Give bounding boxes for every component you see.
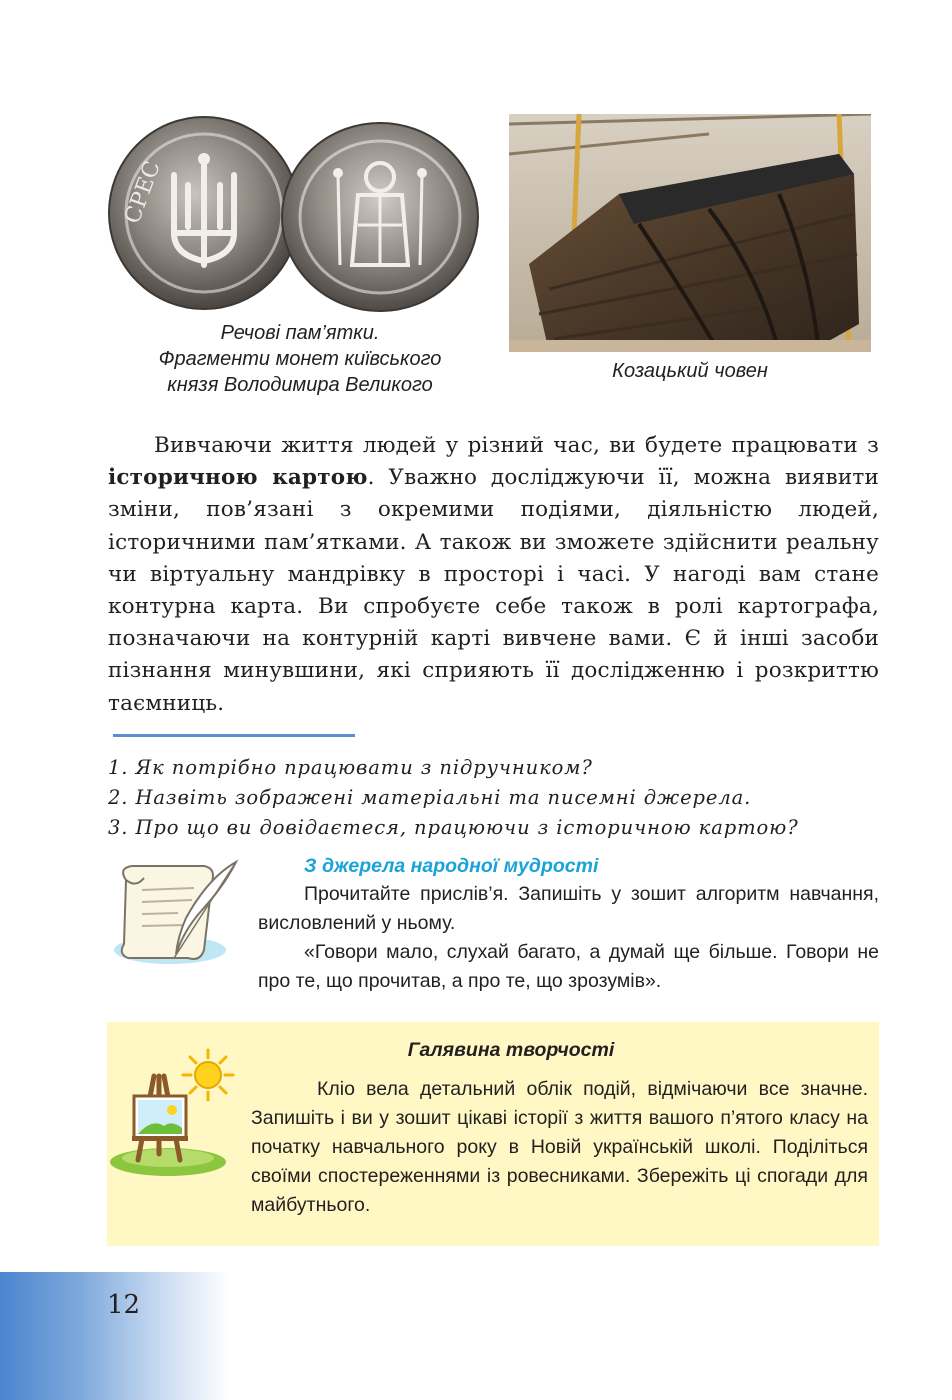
- section-divider: [113, 734, 355, 737]
- page-number: 12: [107, 1290, 141, 1320]
- coins-caption: [108, 320, 492, 398]
- main-paragraph-bold-term: історичною картою: [108, 465, 368, 491]
- easel-sun-icon: [108, 1048, 240, 1176]
- question-item: 2. Назвіть зображені матеріальні та писемні джерела.: [108, 786, 752, 809]
- cossack-boat-image: [509, 114, 871, 352]
- main-paragraph-part1: Вивчаючи життя людей у різний час, ви будете працювати з: [154, 433, 879, 458]
- wisdom-proverb: «Говори мало, слухай багато, а думай ще більше. Говори не про те, що прочитав, а про те, що зрозумів».: [258, 941, 879, 992]
- creativity-title: Галявина творчості: [407, 1039, 615, 1061]
- main-paragraph-part2: . Уважно досліджуючи її, можна виявити зміни, пов’язані з окремими подіями, діяльністю людей, історичними пам’ятками. А також ви зможете здійснити реальну чи віртуальну мандрівку в просторі і часі. У нагоді вам стане контурна карта. Ви спробуєте себе також в ролі картографа, позначаючи на контурній карті вивчене вами. Є й інші засоби пізнання минувшини, які сприяють її дослідженню і розкриттю таємниць.: [108, 465, 879, 716]
- main-paragraph: [108, 430, 879, 720]
- wisdom-body: [258, 880, 879, 996]
- scroll-quill-icon: [108, 858, 242, 970]
- svg-text:СРЕС: СРЕС: [120, 157, 166, 228]
- boat-caption: Козацький човен: [612, 360, 768, 382]
- wisdom-instruction: Прочитайте прислів’я. Запишіть у зошит алгоритм навчання, висловлений у ньому.: [258, 883, 879, 934]
- coins-caption-line: Речові пам’ятки.: [220, 322, 380, 344]
- creativity-body: [251, 1075, 868, 1220]
- creativity-text: Кліо вела детальний облік подій, відмічаючи все значне. Запишіть і ви у зошит цікаві історії з життя вашого п’ятого класу на початку навчального року в Новій українській школі. Поділіться своїми спостереженнями із ровесниками. Збережіть ці спогади для майбутнього.: [251, 1078, 868, 1216]
- coins-image: [108, 115, 480, 313]
- question-item: 3. Про що ви довідаєтеся, працюючи з історичною картою?: [108, 816, 799, 839]
- questions-list: [108, 753, 888, 843]
- coins-caption-line: Фрагменти монет київського: [158, 348, 442, 370]
- wisdom-title: З джерела народної мудрості: [304, 855, 599, 877]
- question-item: 1. Як потрібно працювати з підручником?: [108, 756, 593, 779]
- coins-caption-line: князя Володимира Великого: [167, 374, 433, 396]
